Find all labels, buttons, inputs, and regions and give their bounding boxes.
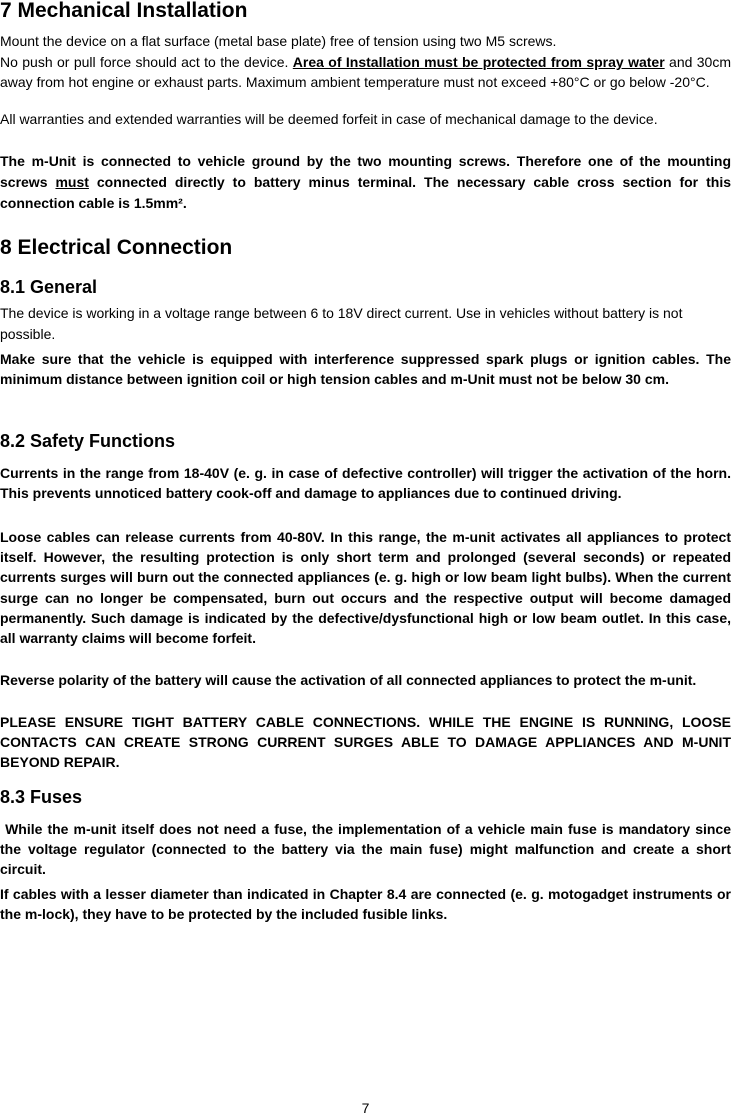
- fuses-paragraph-fusible-links: If cables with a lesser diameter than indicated in Chapter 8.4 are connected (e. g. motogadget instruments or the m-lock), they have to be protected by the included fusible links.: [0, 886, 731, 922]
- fuses-paragraph-main-fuse: While the m-unit itself does not need a fuse, the implementation of a vehicle main fuse is mandatory since the voltage regulator (connected to the battery via the main fuse) might malfunction and create a short circuit.: [0, 821, 731, 877]
- subsection-title-general: 8.1 General: [0, 277, 98, 297]
- mechanical-must-emphasis: must: [55, 174, 89, 190]
- safety-paragraph-horn: Currents in the range from 18-40V (e. g. in case of defective controller) will trigger the activation of the horn. This prevents unnoticed battery cook-off and damage to appliances due to continued driving.: [0, 465, 731, 501]
- safety-paragraph-loose-cables: Loose cables can release currents from 40-80V. In this range, the m-unit activates all appliances to protect itself. However, the resulting protection is only short term and prolonged (several seconds) or repeated currents surges will burn out the connected appliances (e. g. high or low beam light bulbs). When the current surge can no longer be compensated, burn out occurs and the respective output will become damaged permanently. Such damage is indicated by the defective/dysfunctional high or low beam outlet. In this case, all warranty claims will become forfeit.: [0, 529, 731, 647]
- page-number: 7: [361, 1100, 370, 1116]
- mechanical-paragraph-ground: [0, 151, 731, 214]
- mechanical-paragraph-force: [0, 52, 731, 92]
- mechanical-paragraph-warranty: All warranties and extended warranties will be deemed forfeit in case of mechanical damage to the device.: [0, 111, 658, 127]
- general-paragraph-voltage: The device is working in a voltage range between 6 to 18V direct current. Use in vehicles without battery is not possible.: [0, 305, 683, 342]
- subsection-title-safety-functions: 8.2 Safety Functions: [0, 431, 176, 451]
- section-title-mechanical-installation: 7 Mechanical Installation: [0, 0, 248, 22]
- mechanical-paragraph-mounting: Mount the device on a flat surface (metal base plate) free of tension using two M5 screws.: [0, 33, 557, 49]
- mechanical-ground-text-b: connected directly to battery minus terminal. The necessary cable cross section for this connection cable is 1.5mm².: [0, 174, 731, 211]
- general-paragraph-interference: Make sure that the vehicle is equipped with interference suppressed spark plugs or ignition cables. The minimum distance between ignition coil or high tension cables and m-Unit must not be below 30 cm.: [0, 351, 731, 387]
- safety-paragraph-cable-connections-warning: PLEASE ENSURE TIGHT BATTERY CABLE CONNECTIONS. WHILE THE ENGINE IS RUNNING, LOOSE CONTACTS CAN CREATE STRONG CURRENT SURGES ABLE TO DAMAGE APPLIANCES AND M-UNIT BEYOND REPAIR.: [0, 714, 731, 770]
- mechanical-spray-water-warning: Area of Installation must be protected from spray water: [292, 54, 665, 70]
- mechanical-force-text-b: and 30cm away from hot engine or exhaust parts. Maximum ambient temperature must not exceed +80°C or go below -20°C.: [0, 54, 731, 90]
- subsection-title-fuses: 8.3 Fuses: [0, 787, 83, 807]
- section-title-electrical-connection: 8 Electrical Connection: [0, 236, 233, 259]
- safety-paragraph-reverse-polarity: Reverse polarity of the battery will cause the activation of all connected appliances to protect the m-unit.: [0, 672, 697, 688]
- mechanical-ground-text-a: The m-Unit is connected to vehicle ground by the two mounting screws. Therefore one of the mounting screws: [0, 153, 731, 190]
- mechanical-force-text-a: No push or pull force should act to the device.: [0, 54, 293, 70]
